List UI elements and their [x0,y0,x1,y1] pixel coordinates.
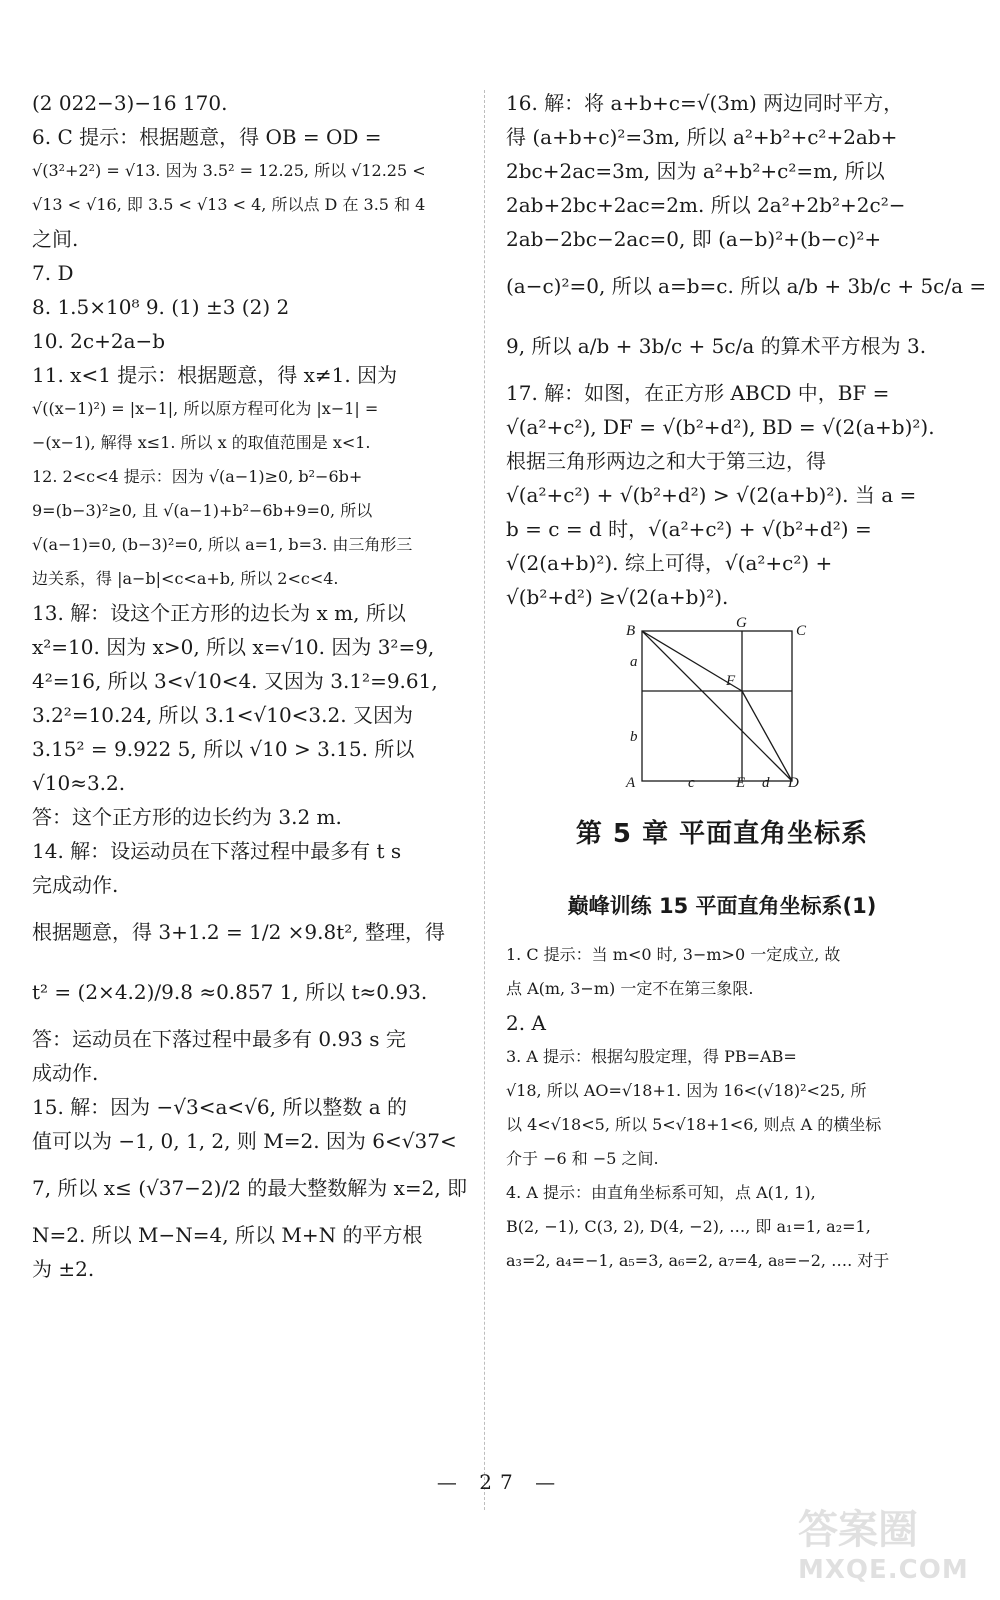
text-line: 根据题意，得 3+1.2 = 1/2 ×9.8t², 整理，得 [32,920,445,944]
text-line: 11. x<1 提示：根据题意，得 x≠1. 因为 [32,363,398,387]
segment-bd [642,631,792,781]
text-line: 完成动作. [32,873,119,897]
text-line: √(b²+d²) ≥√(2(a+b)²). [506,585,729,609]
label-d: D [788,775,799,791]
text-line: 成动作. [32,1061,99,1085]
label-a-length: a [630,654,638,670]
chapter-heading: 第 5 章 平面直角坐标系 [575,819,869,849]
right-column [506,86,987,1278]
text-line: 4. A 提示：由直角坐标系可知，点 A(1, 1), [506,1183,816,1202]
text-line: −(x−1), 解得 x≤1. 所以 x 的取值范围是 x<1. [32,433,371,452]
text-line: 为 ±2. [32,1257,95,1281]
text-line: t² = (2×4.2)/9.8 ≈0.857 1, 所以 t≈0.93. [32,980,428,1004]
text-line: 根据三角形两边之和大于第三边，得 [506,449,826,473]
text-line: 9, 所以 a/b + 3b/c + 5c/a 的算术平方根为 3. [506,334,927,358]
label-c-length: c [688,775,695,791]
label-e: E [736,775,746,791]
text-line: 之间. [32,227,79,251]
text-line: 边关系，得 |a−b|<c<a+b, 所以 2<c<4. [32,569,339,588]
text-line: 3.15² = 9.922 5, 所以 √10 > 3.15. 所以 [32,737,415,761]
text-line: 14. 解：设运动员在下落过程中最多有 t s [32,839,402,863]
square-abcd-figure [506,614,938,794]
label-a: A [626,775,636,791]
text-line: √(3²+2²) = √13. 因为 3.5² = 12.25, 所以 √12.25 < [32,161,426,180]
text-line: 3. A 提示：根据勾股定理，得 PB=AB= [506,1047,797,1066]
text-line: √10≈3.2. [32,771,126,795]
text-line: b = c = d 时，√(a²+c²) + √(b²+d²) = [506,517,872,541]
text-line: 以 4<√18<5, 所以 5<√18+1<6, 则点 A 的横坐标 [506,1115,882,1134]
text-line: √((x−1)²) = |x−1|, 所以原方程可化为 |x−1| = [32,399,379,418]
text-line: 15. 解：因为 −√3<a<√6, 所以整数 a 的 [32,1095,408,1119]
watermark-url: MXQE.COM [798,1555,969,1585]
text-line: √13 < √16, 即 3.5 < √13 < 4, 所以点 D 在 3.5 和 4 [32,195,426,214]
label-g: G [736,615,747,631]
watermark-logo [798,1498,978,1588]
text-line: 2ab−2bc−2ac=0, 即 (a−b)²+(b−c)²+ [506,227,882,251]
text-line: 答：运动员在下落过程中最多有 0.93 s 完 [32,1027,406,1051]
text-line: a₃=2, a₄=−1, a₅=3, a₆=2, a₇=4, a₈=−2, …. 对于 [506,1251,890,1270]
watermark-text: 答案圈 [798,1507,918,1553]
text-line: (a−c)²=0, 所以 a=b=c. 所以 a/b + 3b/c + 5c/a = [506,274,987,298]
text-line: 2. A [506,1011,546,1035]
text-line: 16. 解：将 a+b+c=√(3m) 两边同时平方， [506,91,904,115]
text-line: 7. D [32,261,74,285]
text-line: 3.2²=10.24, 所以 3.1<√10<3.2. 又因为 [32,703,413,727]
left-column [32,86,468,1286]
text-line: 4²=16, 所以 3<√10<4. 又因为 3.1²=9.61, [32,669,438,693]
label-b-length: b [630,729,638,745]
text-line: 6. C 提示：根据题意，得 OB = OD = [32,125,382,149]
text-line: x²=10. 因为 x>0, 所以 x=√10. 因为 3²=9, [32,635,435,659]
page-number: — 27 — [436,1470,564,1494]
text-line: √18, 所以 AO=√18+1. 因为 16<(√18)²<25, 所 [506,1081,867,1100]
text-line: √(a²+c²) + √(b²+d²) > √(2(a+b)²). 当 a = [506,483,917,507]
label-d-length: d [762,775,770,791]
segment-fd [742,691,792,781]
text-line: 值可以为 −1, 0, 1, 2, 则 M=2. 因为 6<√37< [32,1129,457,1153]
text-line: 得 (a+b+c)²=3m, 所以 a²+b²+c²+2ab+ [506,125,898,149]
section-heading: 巅峰训练 15 平面直角坐标系(1) [567,894,877,918]
text-line: N=2. 所以 M−N=4, 所以 M+N 的平方根 [32,1223,423,1247]
text-line: 13. 解：设这个正方形的边长为 x m, 所以 [32,601,406,625]
label-f: F [726,673,736,689]
text-line: 介于 −6 和 −5 之间. [506,1149,659,1168]
text-line: 10. 2c+2a−b [32,329,166,353]
text-line: 7, 所以 x≤ (√37−2)/2 的最大整数解为 x=2, 即 [32,1176,468,1200]
text-line: 2bc+2ac=3m, 因为 a²+b²+c²=m, 所以 [506,159,885,183]
text-line: 9=(b−3)²≥0, 且 √(a−1)+b²−6b+9=0, 所以 [32,501,373,520]
text-line: (2 022−3)−16 170. [32,91,228,115]
column-divider [484,90,485,1510]
label-b: B [626,623,636,639]
text-line: √(a−1)=0, (b−3)²=0, 所以 a=1, b=3. 由三角形三 [32,535,413,554]
text-line: √(2(a+b)²). 综上可得，√(a²+c²) + [506,551,833,575]
text-line: B(2, −1), C(3, 2), D(4, −2), …, 即 a₁=1, a₂=1, [506,1217,871,1236]
text-line: 答：这个正方形的边长约为 3.2 m. [32,805,342,829]
text-line: √(a²+c²), DF = √(b²+d²), BD = √(2(a+b)²). [506,415,935,439]
text-line: 2ab+2bc+2ac=2m. 所以 2a²+2b²+2c²− [506,193,906,217]
text-line: 17. 解：如图，在正方形 ABCD 中，BF = [506,381,890,405]
text-line: 12. 2<c<4 提示：因为 √(a−1)≥0, b²−6b+ [32,467,363,486]
text-line: 点 A(m, 3−m) 一定不在第三象限. [506,979,754,998]
label-c: C [796,623,807,639]
text-line: 8. 1.5×10⁸ 9. (1) ±3 (2) 2 [32,295,290,319]
text-line: 1. C 提示：当 m<0 时, 3−m>0 一定成立, 故 [506,945,841,964]
